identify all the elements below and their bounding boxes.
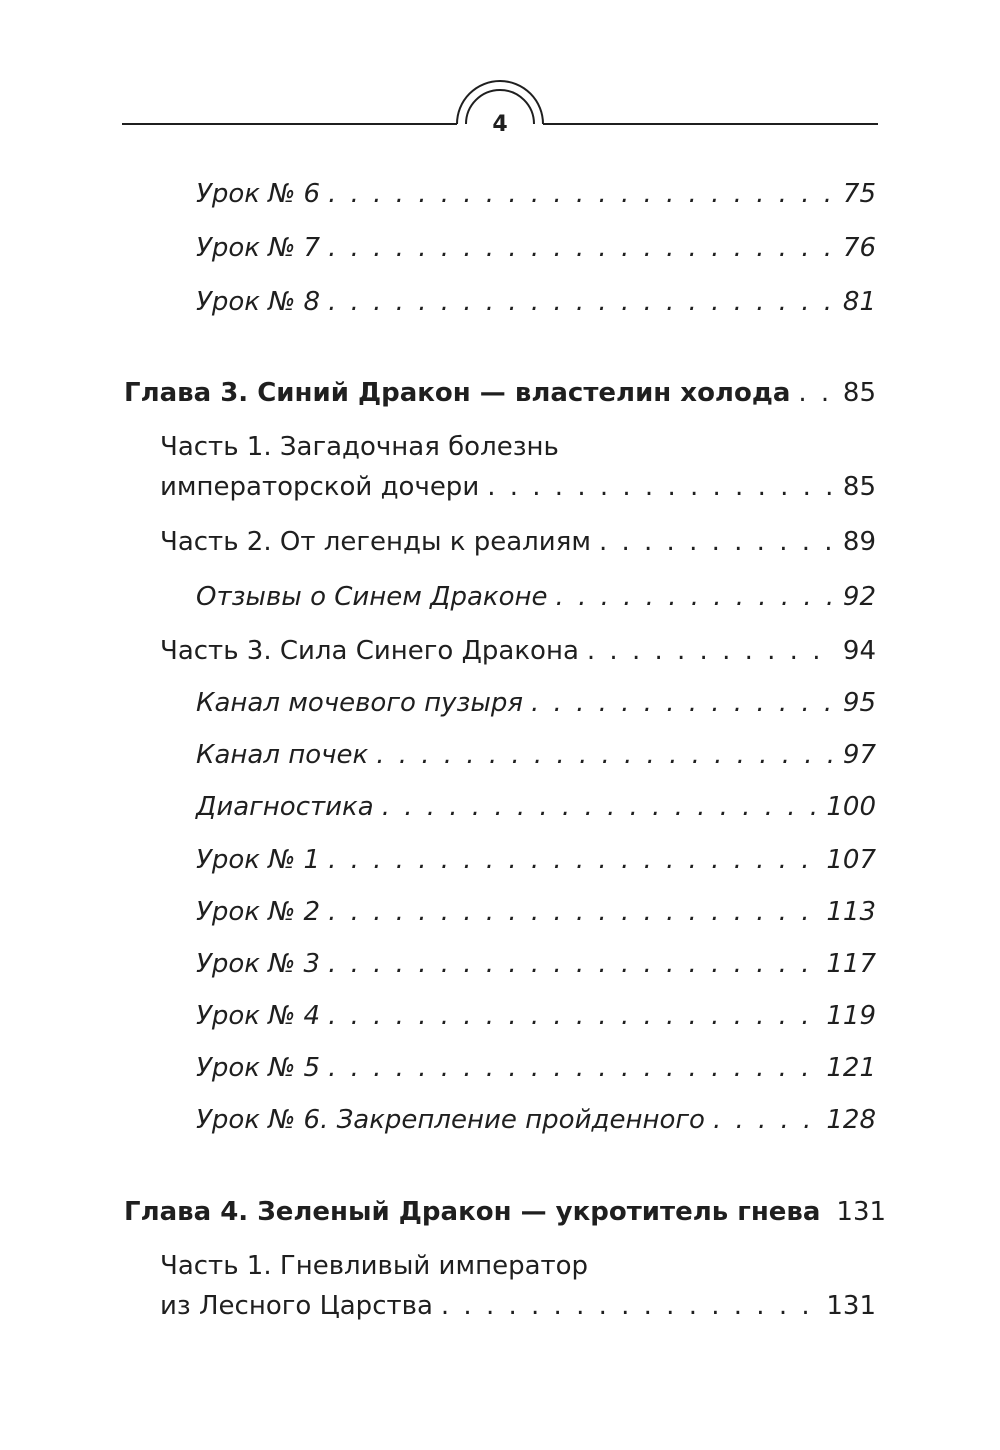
- toc-entry: [160, 634, 876, 668]
- toc-entry-page: 95: [842, 688, 876, 718]
- toc-entry: [196, 843, 876, 877]
- page-number: 4: [492, 112, 508, 137]
- toc-entry-label: Канал мочевого пузыря: [196, 688, 524, 718]
- toc-entry-page: 89: [842, 527, 876, 557]
- toc-entry-page: 121: [826, 1053, 876, 1083]
- toc-leader-dots: [328, 947, 818, 981]
- toc-leader-dots: [328, 285, 835, 319]
- toc-entry-page: 81: [842, 287, 876, 317]
- toc-entry-page: 113: [826, 897, 876, 927]
- toc-leader-dots: [599, 525, 835, 559]
- toc-leader-dots: [587, 634, 835, 668]
- toc-leader-dots: [487, 470, 835, 504]
- toc-leader-dots: [556, 580, 835, 614]
- toc-leader-dots: [328, 1051, 818, 1085]
- toc-entry-label: из Лесного Царства: [160, 1291, 433, 1321]
- toc-entry-page: 85: [842, 472, 876, 502]
- toc-entry-label: Урок № 1: [196, 845, 321, 875]
- toc-entry: [160, 470, 876, 504]
- toc-leader-dots: [328, 231, 835, 265]
- toc-leader-dots: [531, 686, 835, 720]
- toc-entry: [196, 947, 876, 981]
- toc-entry-label: Урок № 7: [196, 233, 321, 263]
- toc-entry-page: 75: [842, 179, 876, 209]
- toc-entry: [160, 1289, 876, 1323]
- toc-chapter-title: Глава 4. Зеленый Дракон — укротитель гнева: [124, 1197, 821, 1227]
- toc-entry-label: Часть 3. Сила Синего Дракона: [160, 636, 579, 666]
- toc-entry-label: Урок № 6: [196, 179, 321, 209]
- toc-leader-dots: [382, 790, 819, 824]
- toc-entry-page: 85: [842, 378, 876, 408]
- toc-entry-page: 107: [826, 845, 876, 875]
- toc-entry-page: 76: [842, 233, 876, 263]
- toc-entry-label: Диагностика: [196, 792, 374, 822]
- toc-leader-dots: [376, 738, 835, 772]
- toc-entry-label: Отзывы о Синем Драконе: [196, 582, 548, 612]
- toc-entry-page: 131: [836, 1197, 887, 1227]
- toc-entry: [196, 790, 876, 824]
- toc-entry-label: Урок № 8: [196, 287, 321, 317]
- toc-entry-label: Урок № 3: [196, 949, 321, 979]
- toc-chapter-entry: [124, 376, 876, 410]
- toc-entry-page: 97: [842, 740, 876, 770]
- toc-entry-page: 128: [826, 1105, 876, 1135]
- toc-entry: [196, 738, 876, 772]
- toc-entry-label: Канал почек: [196, 740, 369, 770]
- toc-leader-dots: [328, 999, 818, 1033]
- toc-entry-page: 117: [826, 949, 876, 979]
- toc-entry: [196, 580, 876, 614]
- toc-entry-page: 131: [826, 1291, 876, 1321]
- toc-part-title-line1: Часть 1. Загадочная болезнь: [160, 432, 559, 462]
- toc-entry: [160, 525, 876, 559]
- toc-leader-dots: [441, 1289, 818, 1323]
- toc-entry: [196, 686, 876, 720]
- toc-entry: [196, 231, 876, 265]
- toc-leader-dots: [713, 1103, 818, 1137]
- toc-entry-label: Часть 2. От легенды к реалиям: [160, 527, 591, 557]
- toc-leader-dots: [328, 843, 818, 877]
- toc-entry-page: 92: [842, 582, 876, 612]
- toc-entry: [196, 1103, 876, 1137]
- toc-part-title-line1: Часть 1. Гневливый император: [160, 1251, 589, 1281]
- toc-entry: [196, 177, 876, 211]
- toc-entry: [196, 1051, 876, 1085]
- toc-entry-label: Урок № 6. Закрепление пройденного: [196, 1105, 705, 1135]
- toc-entry-label: Урок № 4: [196, 1001, 321, 1031]
- toc-leader-dots: [328, 895, 818, 929]
- toc-leader-dots: [328, 177, 835, 211]
- toc-entry: [196, 285, 876, 319]
- toc-entry-label: Урок № 5: [196, 1053, 321, 1083]
- toc-chapter-title: Глава 3. Синий Дракон — властелин холода: [124, 378, 791, 408]
- toc-entry-page: 119: [826, 1001, 876, 1031]
- toc-entry-page: 100: [826, 792, 876, 822]
- toc-chapter-entry: [124, 1195, 887, 1229]
- toc-entry: [196, 895, 876, 929]
- toc-leader-dots: [798, 376, 835, 410]
- toc-entry: [196, 999, 876, 1033]
- toc-entry-label: императорской дочери: [160, 472, 480, 502]
- toc-entry-page: 94: [842, 636, 876, 666]
- toc-entry-label: Урок № 2: [196, 897, 321, 927]
